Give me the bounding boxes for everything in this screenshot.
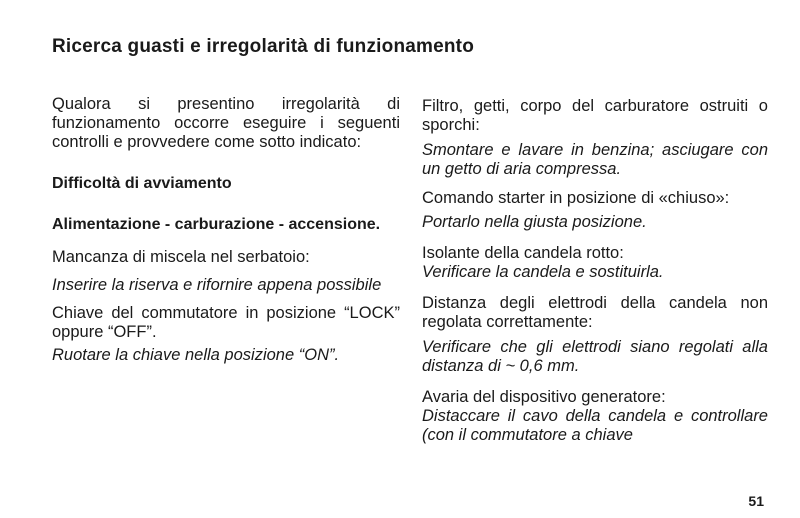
intro-paragraph: Qualora si presentino irregolarità di funzionamento occorre eseguire i seguenti controlli e provvedere come sotto indicato: bbox=[52, 95, 400, 151]
left-column bbox=[52, 95, 400, 365]
problem-text: Mancanza di miscela nel serbatoio: bbox=[52, 248, 310, 266]
remedy-text: Portarlo nella giusta posizione. bbox=[422, 213, 647, 231]
subsection-heading-fuel-ignition: Alimentazione - carburazione - accensione. bbox=[52, 216, 381, 233]
remedy-text: Inserire la riserva e rifornire appena possibile bbox=[52, 276, 382, 294]
remedy-text: Ruotare la chiave nella posizione “ON”. bbox=[52, 346, 340, 364]
remedy-text: Verificare che gli elettrodi siano regolati alla distanza di ~ 0,6 mm. bbox=[422, 338, 768, 375]
problem-text: Filtro, getti, corpo del carburatore ostruiti o sporchi: bbox=[422, 97, 768, 134]
page-number: 51 bbox=[748, 493, 764, 509]
remedy-text: Smontare e lavare in benzina; asciugare con un getto di aria compressa. bbox=[422, 141, 768, 178]
page-title: Ricerca guasti e irregolarità di funzionamento bbox=[52, 36, 475, 57]
problem-text: Comando starter in posizione di «chiuso»: bbox=[422, 189, 730, 207]
remedy-text: Verificare la candela e sostituirla. bbox=[422, 263, 664, 281]
problem-text: Isolante della candela rotto: bbox=[422, 244, 624, 262]
right-column bbox=[422, 97, 768, 445]
problem-text: Chiave del commutatore in posizione “LOCK” oppure “OFF”. bbox=[52, 304, 400, 341]
section-heading-starting-difficulty: Difficoltà di avviamento bbox=[52, 175, 232, 192]
problem-text: Distanza degli elettrodi della candela non regolata correttamente: bbox=[422, 294, 768, 331]
remedy-text: Distaccare il cavo della candela e controllare (con il commutatore a chiave bbox=[422, 407, 768, 444]
problem-text: Avaria del dispositivo generatore: bbox=[422, 388, 666, 406]
